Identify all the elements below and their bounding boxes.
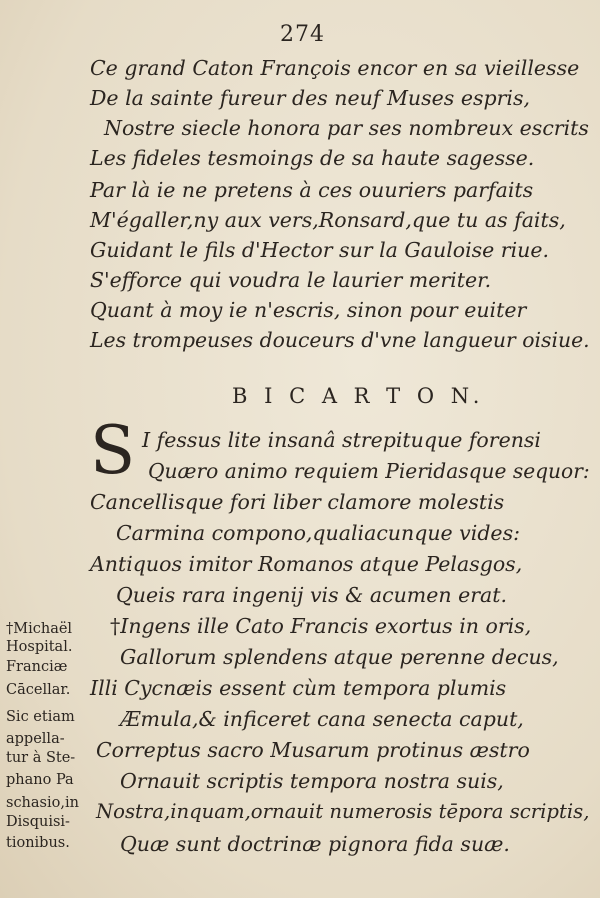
verse-line: S'efforce qui voudra le laurier meriter. <box>90 268 492 292</box>
verse-line: M'égaller,ny aux vers,Ronsard,que tu as faits, <box>90 208 566 232</box>
margin-note-line: appella- <box>6 731 65 747</box>
verse-line: Antiquos imitor Romanos atque Pelasgos, <box>90 552 523 576</box>
verse-line: Les fideles tesmoings de sa haute sagesse. <box>90 146 535 170</box>
section-heading: B I C A R T O N. <box>232 384 485 408</box>
verse-line: Cancellisque fori liber clamore molestis <box>90 490 505 514</box>
drop-cap: S <box>90 412 136 489</box>
verse-line: Quæ sunt doctrinæ pignora fida suæ. <box>120 832 510 856</box>
dagger-mark: † <box>110 614 121 638</box>
margin-note-line: Sic etiam <box>6 709 75 725</box>
verse-line: Guidant le fils d'Hector sur la Gauloise riue. <box>90 238 550 262</box>
verse-line: Nostre siecle honora par ses nombreux escrits <box>104 116 589 140</box>
verse-line: I fessus lite insanâ strepituque forensi <box>142 428 541 452</box>
margin-note-line: tionibus. <box>6 835 70 851</box>
verse-line: Æmula,& inficeret cana senecta caput, <box>120 707 524 731</box>
verse-line: Nostra,inquam,ornauit numerosis tēpora scriptis, <box>96 800 590 823</box>
margin-note-line: Disquisi- <box>6 814 70 830</box>
margin-note-line: phano Pa <box>6 772 74 788</box>
verse-line: †Ingens ille Cato Francis exortus in oris, <box>110 614 532 638</box>
verse-line: Quant à moy ie n'escris, sinon pour euiter <box>90 298 527 322</box>
verse-line: Ornauit scriptis tempora nostra suis, <box>120 769 504 793</box>
margin-note-line: Hospital. <box>6 639 73 655</box>
verse-line: Les trompeuses douceurs d'vne langueur oisiue. <box>90 328 590 352</box>
verse-line: Ce grand Caton François encor en sa vieillesse <box>90 56 580 80</box>
margin-note-line: †Michaël <box>6 621 73 637</box>
verse-line: Par là ie ne pretens à ces ouuriers parfaits <box>90 178 534 202</box>
verse-line: De la sainte fureur des neuf Muses espris, <box>90 86 530 110</box>
verse-line: Correptus sacro Musarum protinus æstro <box>96 738 530 762</box>
verse-line: Illi Cycnæis essent cùm tempora plumis <box>90 676 507 700</box>
margin-note-line: Franciæ <box>6 659 68 675</box>
verse-line: Queis rara ingenij vis & acumen erat. <box>116 583 507 607</box>
margin-note-line: Cācellar. <box>6 682 71 698</box>
page-number: 274 <box>280 22 325 47</box>
verse-line: Quæro animo requiem Pieridasque sequor: <box>148 459 590 483</box>
margin-note-line: schasio,in <box>6 795 79 811</box>
margin-note-line: tur à Ste- <box>6 750 76 766</box>
verse-line: Gallorum splendens atque perenne decus, <box>120 645 559 669</box>
verse-line: Carmina compono,qualiacunque vides: <box>116 521 520 545</box>
